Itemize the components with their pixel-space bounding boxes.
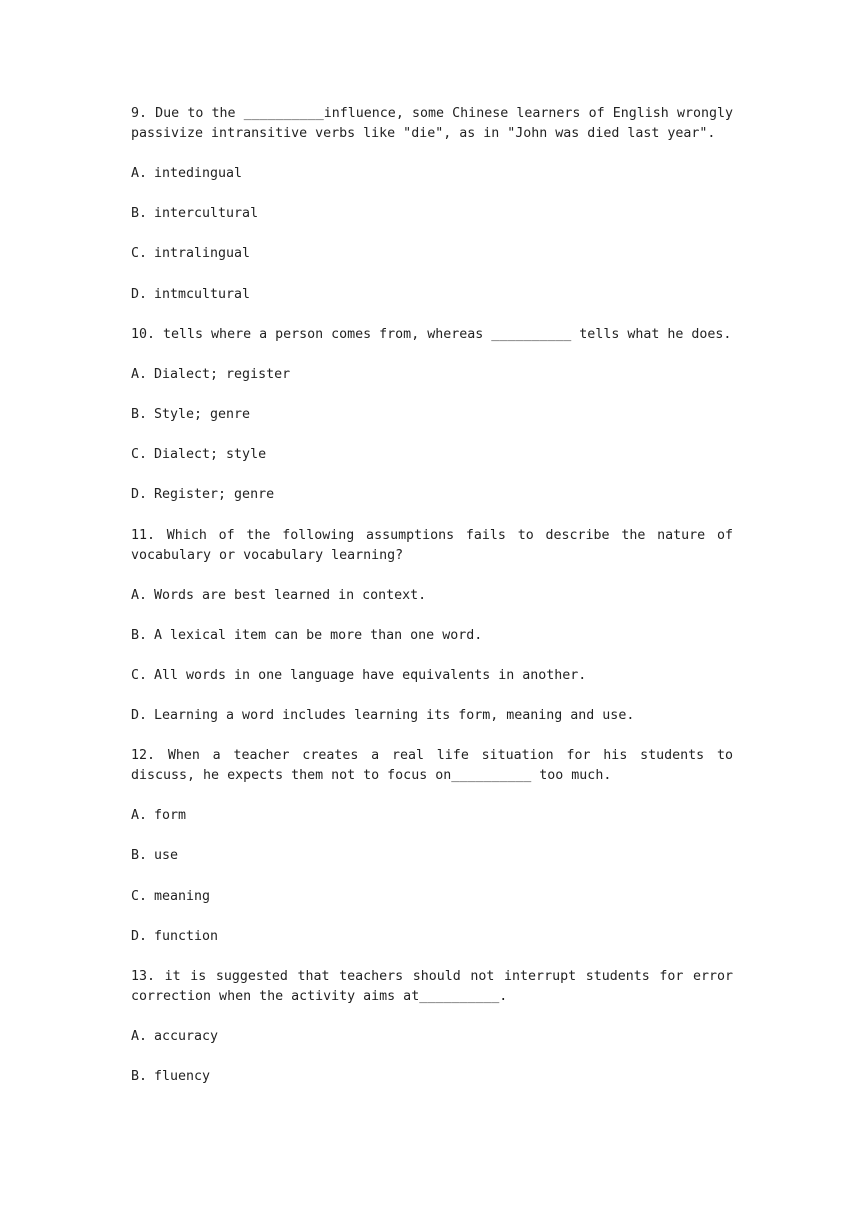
option-letter: A. (131, 808, 148, 824)
answer-option-a (131, 1027, 733, 1047)
option-text: intralingual (154, 246, 251, 262)
option-letter: A. (131, 587, 148, 603)
question-block-13 (131, 967, 733, 1087)
question-stem: 11. Which of the following assumptions fails to describe the nature of vocabulary or vocabulary learning? (131, 527, 733, 563)
answer-option-d (131, 706, 733, 726)
answer-option-a (131, 164, 733, 184)
answer-option-b (131, 204, 733, 224)
option-text: Dialect; register (154, 366, 291, 382)
option-text: form (154, 808, 187, 824)
answer-option-c (131, 666, 733, 686)
option-text: use (154, 848, 179, 864)
option-letter: D. (131, 487, 148, 503)
question-stem: 9. Due to the __________influence, some Chinese learners of English wrongly passivize intransitive verbs like "die", as in "John was died last year". (131, 106, 733, 141)
answer-option-d (131, 485, 733, 505)
option-letter: C. (131, 447, 148, 463)
option-text: fluency (154, 1069, 211, 1085)
option-text: Dialect; style (154, 447, 267, 463)
option-letter: C. (131, 888, 148, 904)
answer-option-a (131, 586, 733, 606)
question-stem: 12. When a teacher creates a real life situation for his students to discuss, he expects them not to focus on__________ too much. (131, 748, 733, 784)
option-letter: B. (131, 406, 148, 422)
answer-option-c (131, 244, 733, 264)
answer-option-d (131, 927, 733, 947)
option-letter: B. (131, 848, 148, 864)
answer-option-a (131, 806, 733, 826)
answer-option-b (131, 1067, 733, 1087)
answer-option-b (131, 846, 733, 866)
question-block-12 (131, 746, 733, 947)
option-text: A lexical item can be more than one word. (154, 627, 483, 643)
option-letter: D. (131, 928, 148, 944)
answer-option-c (131, 445, 733, 465)
option-letter: C. (131, 667, 148, 683)
answer-option-a (131, 365, 733, 385)
option-letter: A. (131, 366, 148, 382)
document-page (131, 104, 733, 1107)
option-letter: D. (131, 286, 148, 302)
question-block-9 (131, 104, 733, 305)
question-stem: 13. it is suggested that teachers should not interrupt students for error correction when the activity aims at__________. (131, 969, 733, 1004)
option-text: Learning a word includes learning its form, meaning and use. (154, 708, 635, 724)
option-text: intercultural (154, 206, 259, 222)
option-letter: C. (131, 246, 148, 262)
option-text: All words in one language have equivalents in another. (154, 667, 587, 683)
question-block-10 (131, 325, 733, 506)
option-letter: A. (131, 1029, 148, 1044)
option-text: accuracy (154, 1029, 219, 1044)
option-text: Style; genre (154, 406, 251, 422)
answer-option-b (131, 626, 733, 646)
question-stem: 10. tells where a person comes from, whereas __________ tells what he does. (131, 326, 732, 342)
answer-option-c (131, 887, 733, 907)
option-letter: B. (131, 627, 148, 643)
option-letter: A. (131, 166, 148, 181)
option-letter: D. (131, 708, 148, 724)
option-text: function (154, 928, 219, 944)
option-text: intmcultural (154, 286, 251, 302)
option-letter: B. (131, 206, 148, 222)
answer-option-b (131, 405, 733, 425)
option-letter: B. (131, 1069, 148, 1085)
option-text: meaning (154, 888, 211, 904)
question-block-11 (131, 526, 733, 727)
option-text: intedingual (154, 166, 243, 181)
option-text: Words are best learned in context. (154, 587, 427, 603)
answer-option-d (131, 285, 733, 305)
option-text: Register; genre (154, 487, 275, 503)
